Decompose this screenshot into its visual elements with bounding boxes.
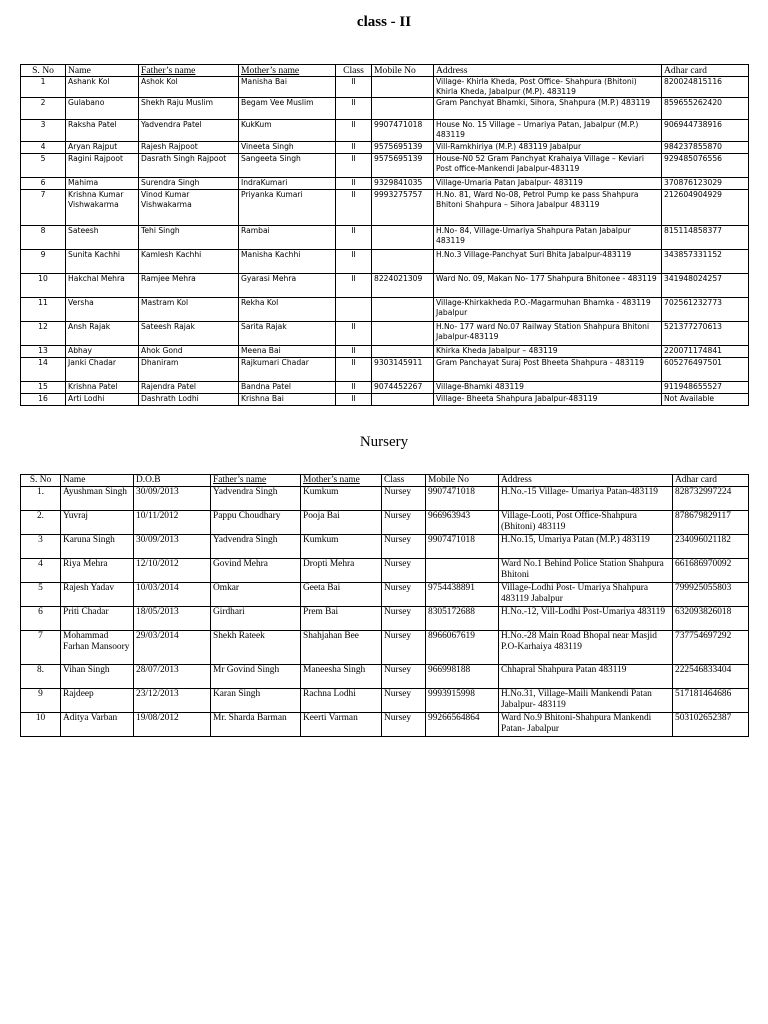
- cell-sno: 10: [21, 713, 61, 737]
- cell-name: Aditya Varban: [61, 713, 134, 737]
- cell-sno: 3: [21, 119, 66, 141]
- cell-dob: 28/07/2013: [134, 665, 211, 689]
- cell-father: Yadvendra Patel: [139, 119, 239, 141]
- cell-adhar: 828732997224: [673, 487, 749, 511]
- cell-address: Village-Khirkakheda P.O.-Magarmuhan Bhamka - 483119 Jabalpur: [434, 297, 662, 321]
- nursery-section-title: Nursery: [359, 434, 409, 450]
- cell-address: H.No- 177 ward No.07 Railway Station Shahpura Bhitoni Jabalpur-483119: [434, 321, 662, 345]
- cell-sno: 16: [21, 393, 66, 405]
- table-row: [21, 511, 749, 535]
- cell-adhar: 878679829117: [673, 511, 749, 535]
- cell-father: Omkar: [211, 583, 301, 607]
- cell-adhar: 212604904929: [662, 189, 749, 225]
- cell-class: II: [336, 97, 372, 119]
- cell-name: Abhay: [66, 345, 139, 357]
- cell-mobile: [372, 345, 434, 357]
- cell-mother: Manisha Bai: [239, 77, 336, 98]
- cell-sno: 9: [21, 249, 66, 273]
- table-row: [21, 189, 749, 225]
- cell-mobile: [372, 297, 434, 321]
- cell-mobile: [372, 97, 434, 119]
- cell-mobile: 9907471018: [372, 119, 434, 141]
- cell-class: II: [336, 189, 372, 225]
- cell-father: Shekh Raju Muslim: [139, 97, 239, 119]
- cell-father: Vinod Kumar Vishwakarma: [139, 189, 239, 225]
- cell-mobile: 9074452267: [372, 381, 434, 393]
- cell-sno: 15: [21, 381, 66, 393]
- cell-sno: 1.: [21, 487, 61, 511]
- cell-class: II: [336, 321, 372, 345]
- column-header-mother: Mother’s name: [301, 475, 382, 487]
- cell-class: II: [336, 141, 372, 153]
- cell-class: Nursey: [382, 689, 426, 713]
- cell-mother: Pooja Bai: [301, 511, 382, 535]
- cell-sno: 2.: [21, 511, 61, 535]
- cell-name: Krishna Patel: [66, 381, 139, 393]
- table-row: [21, 381, 749, 393]
- cell-sno: 9: [21, 689, 61, 713]
- cell-address: Village- Khirla Kheda, Post Office- Shahpura (Bhitoni) Khirla Kheda, Jabalpur (M.P). 483119: [434, 77, 662, 98]
- cell-father: Ahok Gond: [139, 345, 239, 357]
- cell-address: H.No.3 Village-Panchyat Suri Bhita Jabalpur-483119: [434, 249, 662, 273]
- cell-adhar: 929485076556: [662, 153, 749, 177]
- cell-class: Nursey: [382, 631, 426, 665]
- cell-adhar: 820024815116: [662, 77, 749, 98]
- table-row: [21, 321, 749, 345]
- cell-adhar: 737754697292: [673, 631, 749, 665]
- cell-name: Hakchal Mehra: [66, 273, 139, 297]
- cell-address: Village-Bhamki 483119: [434, 381, 662, 393]
- cell-dob: 30/09/2013: [134, 535, 211, 559]
- cell-dob: 12/10/2012: [134, 559, 211, 583]
- table-row: [21, 631, 749, 665]
- cell-mobile: [372, 321, 434, 345]
- cell-mobile: 8966067619: [426, 631, 499, 665]
- cell-mother: Kumkum: [301, 487, 382, 511]
- cell-father: Ashok Kol: [139, 77, 239, 98]
- cell-sno: 11: [21, 297, 66, 321]
- table-row: [21, 119, 749, 141]
- cell-class: [336, 297, 372, 321]
- cell-father: Yadvendra Singh: [211, 487, 301, 511]
- cell-sno: 4: [21, 141, 66, 153]
- cell-father: Tehi Singh: [139, 225, 239, 249]
- cell-adhar: 343857331152: [662, 249, 749, 273]
- cell-name: Sateesh: [66, 225, 139, 249]
- cell-father: Dhaniram: [139, 357, 239, 381]
- cell-class: II: [336, 77, 372, 98]
- cell-mobile: 8305172688: [426, 607, 499, 631]
- cell-sno: 8.: [21, 665, 61, 689]
- cell-mobile: [372, 77, 434, 98]
- cell-sno: 14: [21, 357, 66, 381]
- table-row: [21, 97, 749, 119]
- cell-adhar: 702561232773: [662, 297, 749, 321]
- cell-father: Sateesh Rajak: [139, 321, 239, 345]
- cell-class: II: [336, 357, 372, 381]
- cell-father: Mr Govind Singh: [211, 665, 301, 689]
- cell-name: Ayushman Singh: [61, 487, 134, 511]
- cell-address: H.No.-15 Village- Umariya Patan-483119: [499, 487, 673, 511]
- cell-mother: Manisha Kachhi: [239, 249, 336, 273]
- cell-name: Sunita Kachhi: [66, 249, 139, 273]
- cell-sno: 13: [21, 345, 66, 357]
- cell-adhar: 911948655527: [662, 381, 749, 393]
- cell-adhar: 517181464686: [673, 689, 749, 713]
- cell-mother: Rachna Lodhi: [301, 689, 382, 713]
- cell-name: Karuna Singh: [61, 535, 134, 559]
- cell-mobile: [372, 225, 434, 249]
- cell-mobile: 8224021309: [372, 273, 434, 297]
- column-header-dob: D.O.B: [134, 475, 211, 487]
- cell-name: Raksha Patel: [66, 119, 139, 141]
- cell-class: II: [336, 177, 372, 189]
- cell-father: Karan Singh: [211, 689, 301, 713]
- cell-dob: 18/05/2013: [134, 607, 211, 631]
- cell-sno: 6: [21, 607, 61, 631]
- cell-mother: Vineeta Singh: [239, 141, 336, 153]
- cell-mobile: 9303145911: [372, 357, 434, 381]
- cell-name: Rajesh Yadav: [61, 583, 134, 607]
- cell-mobile: [372, 249, 434, 273]
- cell-address: Village-Umaria Patan Jabalpur- 483119: [434, 177, 662, 189]
- cell-class: II: [336, 393, 372, 405]
- cell-address: H.No.-28 Main Road Bhopal near Masjid P.O-Karhaiya 483119: [499, 631, 673, 665]
- cell-mother: Sarita Rajak: [239, 321, 336, 345]
- cell-mother: Krishna Bai: [239, 393, 336, 405]
- cell-adhar: Not Available: [662, 393, 749, 405]
- cell-class: Nursey: [382, 583, 426, 607]
- cell-sno: 5: [21, 153, 66, 177]
- cell-mobile: 9907471018: [426, 535, 499, 559]
- cell-adhar: 815114858377: [662, 225, 749, 249]
- cell-sno: 12: [21, 321, 66, 345]
- cell-adhar: 661686970092: [673, 559, 749, 583]
- cell-mother: Prem Bai: [301, 607, 382, 631]
- cell-address: Village- Bheeta Shahpura Jabalpur-483119: [434, 393, 662, 405]
- cell-name: Rajdeep: [61, 689, 134, 713]
- cell-class: II: [336, 249, 372, 273]
- cell-address: Vill-Ramkhiriya (M.P.) 483119 Jabalpur: [434, 141, 662, 153]
- table-row: [21, 535, 749, 559]
- cell-adhar: 859655262420: [662, 97, 749, 119]
- cell-name: Vihan Singh: [61, 665, 134, 689]
- cell-class: II: [336, 225, 372, 249]
- cell-address: Chhapral Shahpura Patan 483119: [499, 665, 673, 689]
- cell-sno: 7: [21, 189, 66, 225]
- cell-dob: 10/11/2012: [134, 511, 211, 535]
- cell-sno: 8: [21, 225, 66, 249]
- column-header-adhar: Adhar card: [662, 65, 749, 77]
- cell-name: Gulabano: [66, 97, 139, 119]
- table-row: [21, 357, 749, 381]
- column-header-mother: Mother’s name: [239, 65, 336, 77]
- cell-address: H.No.15, Umariya Patan (M.P.) 483119: [499, 535, 673, 559]
- cell-dob: 23/12/2013: [134, 689, 211, 713]
- cell-mobile: 9575695139: [372, 153, 434, 177]
- nursery-student-table: [20, 474, 749, 737]
- cell-address: Village-Lodhi Post- Umariya Shahpura 483119 Jabalpur: [499, 583, 673, 607]
- page-title: class - II: [356, 14, 412, 30]
- cell-father: Ramjee Mehra: [139, 273, 239, 297]
- cell-adhar: 521377270613: [662, 321, 749, 345]
- table-row: [21, 273, 749, 297]
- cell-father: Pappu Choudhary: [211, 511, 301, 535]
- cell-adhar: 503102652387: [673, 713, 749, 737]
- cell-name: Riya Mehra: [61, 559, 134, 583]
- cell-name: Ansh Rajak: [66, 321, 139, 345]
- cell-dob: 30/09/2013: [134, 487, 211, 511]
- cell-mother: Kumkum: [301, 535, 382, 559]
- cell-sno: 6: [21, 177, 66, 189]
- column-header-class: Class: [336, 65, 372, 77]
- table-row: [21, 249, 749, 273]
- column-header-class: Class: [382, 475, 426, 487]
- cell-class: Nursey: [382, 487, 426, 511]
- cell-sno: 3: [21, 535, 61, 559]
- cell-father: Shekh Rateek: [211, 631, 301, 665]
- cell-father: Surendra Singh: [139, 177, 239, 189]
- cell-mother: Meena Bai: [239, 345, 336, 357]
- cell-address: House-N0 52 Gram Panchyat Krahaiya Village – Keviari Post office-Mankendi Jabalpur-483119: [434, 153, 662, 177]
- cell-adhar: 370876123029: [662, 177, 749, 189]
- cell-father: Yadvendra Singh: [211, 535, 301, 559]
- cell-sno: 1: [21, 77, 66, 98]
- cell-mother: Rambai: [239, 225, 336, 249]
- cell-sno: 5: [21, 583, 61, 607]
- cell-mother: KukKum: [239, 119, 336, 141]
- cell-sno: 7: [21, 631, 61, 665]
- cell-class: Nursey: [382, 511, 426, 535]
- cell-father: Govind Mehra: [211, 559, 301, 583]
- column-header-father: Father’s name: [211, 475, 301, 487]
- cell-sno: 2: [21, 97, 66, 119]
- cell-class: II: [336, 153, 372, 177]
- cell-adhar: 984237855870: [662, 141, 749, 153]
- cell-mobile: [372, 393, 434, 405]
- cell-adhar: 632093826018: [673, 607, 749, 631]
- cell-address: Ward No.1 Behind Police Station Shahpura Bhitoni: [499, 559, 673, 583]
- cell-mother: Maneesha Singh: [301, 665, 382, 689]
- cell-adhar: 605276497501: [662, 357, 749, 381]
- column-header-address: Address: [499, 475, 673, 487]
- table-row: [21, 665, 749, 689]
- table-row: [21, 153, 749, 177]
- cell-name: Arti Lodhi: [66, 393, 139, 405]
- column-header-name: Name: [66, 65, 139, 77]
- column-header-mobile: Mobile No: [426, 475, 499, 487]
- cell-dob: 19/08/2012: [134, 713, 211, 737]
- cell-adhar: 906944738916: [662, 119, 749, 141]
- table-row: [21, 141, 749, 153]
- cell-mobile: [426, 559, 499, 583]
- cell-mobile: 9575695139: [372, 141, 434, 153]
- cell-class: Nursey: [382, 607, 426, 631]
- cell-address: H.No- 84, Village-Umariya Shahpura Patan Jabalpur 483119: [434, 225, 662, 249]
- cell-class: Nursey: [382, 559, 426, 583]
- cell-mother: IndraKumari: [239, 177, 336, 189]
- column-header-mobile: Mobile No: [372, 65, 434, 77]
- cell-sno: 4: [21, 559, 61, 583]
- cell-address: H.No.31, Village-Maili Mankendi Patan Jabalpur- 483119: [499, 689, 673, 713]
- cell-mother: Begam Vee Muslim: [239, 97, 336, 119]
- cell-name: Yuvraj: [61, 511, 134, 535]
- table-row: [21, 583, 749, 607]
- cell-father: Dasrath Singh Rajpoot: [139, 153, 239, 177]
- cell-adhar: 222546833404: [673, 665, 749, 689]
- cell-mother: Rekha Kol: [239, 297, 336, 321]
- column-header-sno: S. No: [21, 475, 61, 487]
- cell-class: II: [336, 345, 372, 357]
- cell-name: Mahima: [66, 177, 139, 189]
- cell-name: Ashank Kol: [66, 77, 139, 98]
- table-row: [21, 345, 749, 357]
- cell-name: Janki Chadar: [66, 357, 139, 381]
- cell-class: II: [336, 381, 372, 393]
- cell-address: Ward No. 09, Makan No- 177 Shahpura Bhitonee - 483119: [434, 273, 662, 297]
- cell-class: II: [336, 273, 372, 297]
- cell-mobile: 9754438891: [426, 583, 499, 607]
- cell-name: Ragini Rajpoot: [66, 153, 139, 177]
- cell-name: Versha: [66, 297, 139, 321]
- cell-father: Kamlesh Kachhi: [139, 249, 239, 273]
- cell-mother: Bandna Patel: [239, 381, 336, 393]
- column-header-address: Address: [434, 65, 662, 77]
- cell-class: Nursey: [382, 665, 426, 689]
- cell-mobile: 99266564864: [426, 713, 499, 737]
- cell-class: II: [336, 119, 372, 141]
- cell-mother: Geeta Bai: [301, 583, 382, 607]
- cell-name: Mohammad Farhan Mansoory: [61, 631, 134, 665]
- cell-class: Nursey: [382, 713, 426, 737]
- class-ii-student-table: [20, 64, 749, 406]
- column-header-adhar: Adhar card: [673, 475, 749, 487]
- table-row: [21, 225, 749, 249]
- table-row: [21, 77, 749, 98]
- cell-father: Rajesh Rajpoot: [139, 141, 239, 153]
- cell-father: Mastram Kol: [139, 297, 239, 321]
- table-row: [21, 607, 749, 631]
- cell-mobile: 966998188: [426, 665, 499, 689]
- cell-mother: Shahjahan Bee: [301, 631, 382, 665]
- cell-address: Village-Looti, Post Office-Shahpura (Bhitoni) 483119: [499, 511, 673, 535]
- cell-address: H.No. 81, Ward No-08, Petrol Pump ke pass Shahpura Bhitoni Shahpura – Sihora Jabalpur 483119: [434, 189, 662, 225]
- cell-mother: Keerti Varman: [301, 713, 382, 737]
- cell-mother: Priyanka Kumari: [239, 189, 336, 225]
- column-header-sno: S. No: [21, 65, 66, 77]
- column-header-name: Name: [61, 475, 134, 487]
- table-row: [21, 713, 749, 737]
- cell-adhar: 799925055803: [673, 583, 749, 607]
- cell-address: House No. 15 Village – Umariya Patan, Jabalpur (M.P.) 483119: [434, 119, 662, 141]
- cell-mobile: 9993915998: [426, 689, 499, 713]
- cell-name: Priti Chadar: [61, 607, 134, 631]
- cell-mobile: 9993275757: [372, 189, 434, 225]
- cell-adhar: 220071174841: [662, 345, 749, 357]
- table-row: [21, 559, 749, 583]
- cell-name: Aryan Rajput: [66, 141, 139, 153]
- cell-father: Dashrath Lodhi: [139, 393, 239, 405]
- column-header-father: Father’s name: [139, 65, 239, 77]
- cell-mother: Rajkumari Chadar: [239, 357, 336, 381]
- cell-adhar: 341948024257: [662, 273, 749, 297]
- cell-address: Gram Panchyat Bhamki, Sihora, Shahpura (M.P.) 483119: [434, 97, 662, 119]
- cell-mother: Dropti Mehra: [301, 559, 382, 583]
- cell-father: Rajendra Patel: [139, 381, 239, 393]
- cell-address: Ward No.9 Bhitoni-Shahpura Mankendi Patan- Jabalpur: [499, 713, 673, 737]
- cell-mobile: 9907471018: [426, 487, 499, 511]
- table-row: [21, 689, 749, 713]
- cell-mother: Gyarasi Mehra: [239, 273, 336, 297]
- table-row: [21, 297, 749, 321]
- cell-father: Girdhari: [211, 607, 301, 631]
- cell-mobile: 9329841035: [372, 177, 434, 189]
- cell-dob: 10/03/2014: [134, 583, 211, 607]
- cell-address: H.No.-12, Vill-Lodhi Post-Umariya 483119: [499, 607, 673, 631]
- cell-sno: 10: [21, 273, 66, 297]
- table-row: [21, 393, 749, 405]
- cell-adhar: 234096021182: [673, 535, 749, 559]
- cell-class: Nursey: [382, 535, 426, 559]
- cell-dob: 29/03/2014: [134, 631, 211, 665]
- cell-address: Khirka Kheda Jabalpur – 483119: [434, 345, 662, 357]
- cell-name: Krishna Kumar Vishwakarma: [66, 189, 139, 225]
- cell-father: Mr. Sharda Barman: [211, 713, 301, 737]
- table-row: [21, 487, 749, 511]
- cell-mother: Sangeeta Singh: [239, 153, 336, 177]
- table-row: [21, 177, 749, 189]
- cell-mobile: 966963943: [426, 511, 499, 535]
- cell-address: Gram Panchayat Suraj Post Bheeta Shahpura - 483119: [434, 357, 662, 381]
